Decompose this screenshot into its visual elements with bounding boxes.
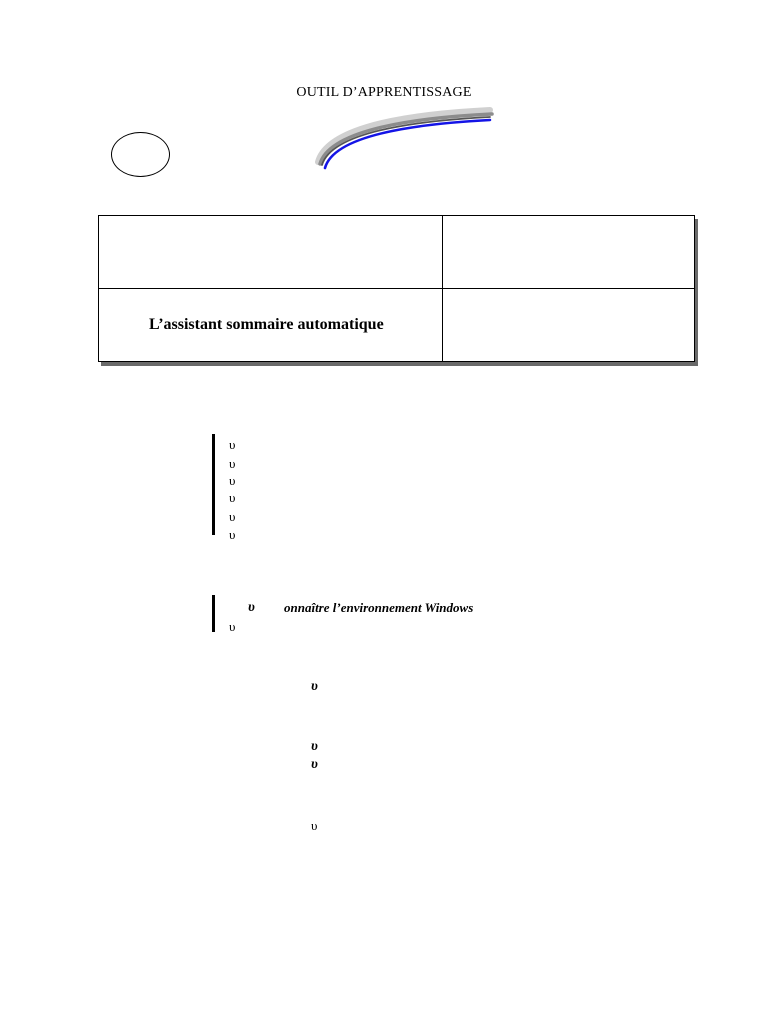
swoosh-stroke-blue [325,120,490,168]
bullet-icon: υ [229,509,236,524]
bullet-icon: υ [229,456,236,471]
bullet-icon: υ [229,619,236,634]
bullet-icon: υ [311,679,318,694]
bullet-icon: υ [311,818,318,833]
decorative-swoosh-icon [300,100,500,180]
title-table-row-1 [99,216,695,289]
bullet-icon: υ [229,490,236,505]
section-two-bar [212,595,215,632]
bullet-icon: υ [311,739,318,754]
swoosh-stroke-dark [322,117,490,165]
title-table-cell-bottom-right [442,289,694,362]
title-table-row-2 [99,289,695,362]
title-table-cell-top-left [99,216,443,289]
title-table-cell-top-right [442,216,694,289]
title-table-cell-title [99,289,443,362]
bullet-icon: υ [248,600,255,615]
page-header-title: OUTIL D’APPRENTISSAGE [296,85,472,100]
bullet-icon: υ [229,527,236,542]
bullet-icon: υ [311,757,318,772]
section-one-bar [212,434,215,535]
bullet-icon: υ [229,437,236,452]
document-title-table [98,215,695,362]
module-number-circle [111,132,170,177]
bullet-icon: υ [229,473,236,488]
objective-text: onnaître l’environnement Windows [284,600,474,615]
document-title: L’assistant sommaire automatique [149,316,384,333]
